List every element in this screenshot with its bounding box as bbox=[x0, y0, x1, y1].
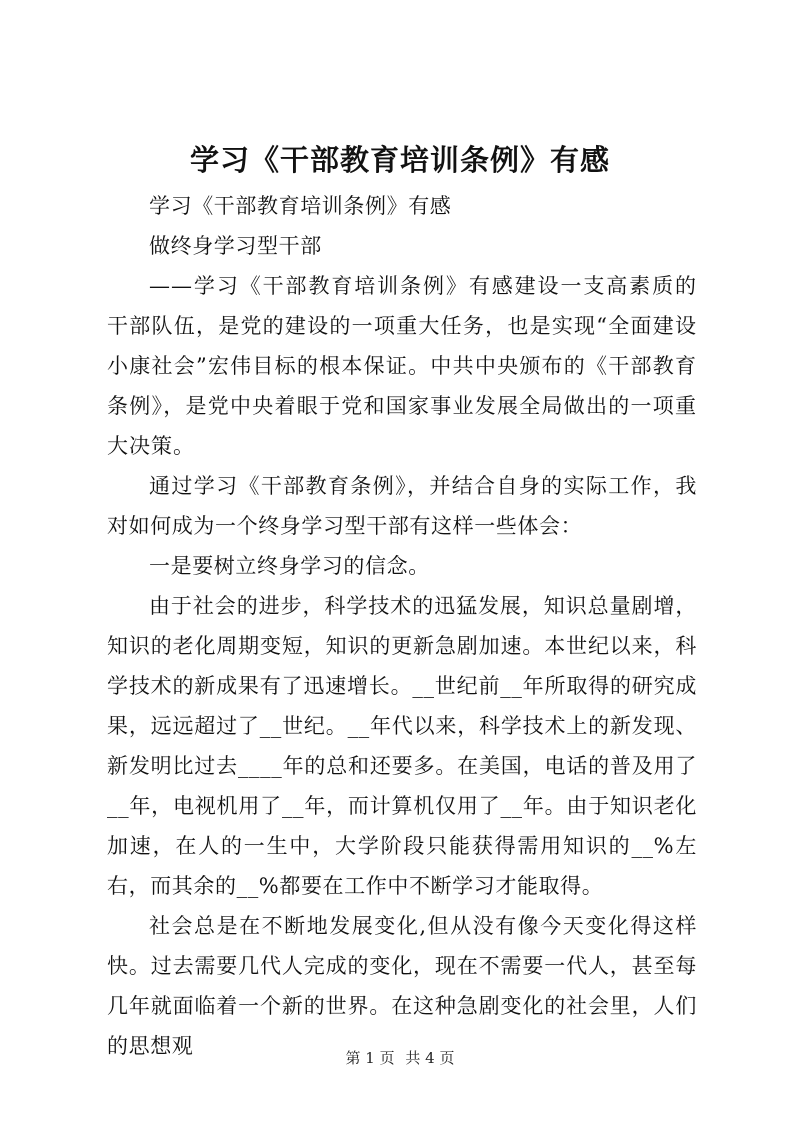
paragraph-heading: 做终身学习型干部 bbox=[149, 234, 322, 258]
paragraph-knowledge: 由于社会的进步，科学技术的迅猛发展，知识总量剧增，知识的老化周期变短，知识的更新急剧加速。本世纪以来，科学技术的新成果有了迅速增长。__世纪前__年所取得的研究成果，远远超过了__世纪。__年代以来，科学技术上的新发现、新发明比过去____年的总和还要多。在美国，电话的普及用了__年，电视机用了__年，而计算机仅用了__年。由于知识老化加速，在人的一生中，大学阶段只能获得需用知识的__%左右，而其余的__%都要在工作中不断学习才能取得。 bbox=[107, 594, 697, 898]
page-total: 共 4 页 bbox=[405, 1049, 455, 1067]
page-number: 第 1 页 bbox=[345, 1049, 395, 1067]
paragraph-point-one: 一是要树立终身学习的信念。 bbox=[149, 554, 430, 578]
paragraph-subtitle: 学习《干部教育培训条例》有感 bbox=[149, 194, 452, 218]
document-title: 学习《干部教育培训条例》有感 bbox=[189, 143, 610, 177]
paragraph-experience: 通过学习《干部教育条例》，并结合自身的实际工作，我对如何成为一个终身学习型干部有这样一些体会： bbox=[107, 474, 697, 538]
paragraph-society: 社会总是在不断地发展变化,但从没有像今天变化得这样快。过去需要几代人完成的变化，现在不需要一代人，甚至每几年就面临着一个新的世界。在这种急剧变化的社会里，人们的思想观 bbox=[107, 914, 697, 1058]
paragraph-intro: ——学习《干部教育培训条例》有感建设一支高素质的干部队伍，是党的建设的一项重大任务，也是实现“全面建设小康社会”宏伟目标的根本保证。中共中央颁布的《干部教育条例》，是党中央着眼于党和国家事业发展全局做出的一项重大决策。 bbox=[107, 274, 697, 458]
page-footer bbox=[0, 1047, 800, 1068]
document-body bbox=[107, 186, 697, 1066]
